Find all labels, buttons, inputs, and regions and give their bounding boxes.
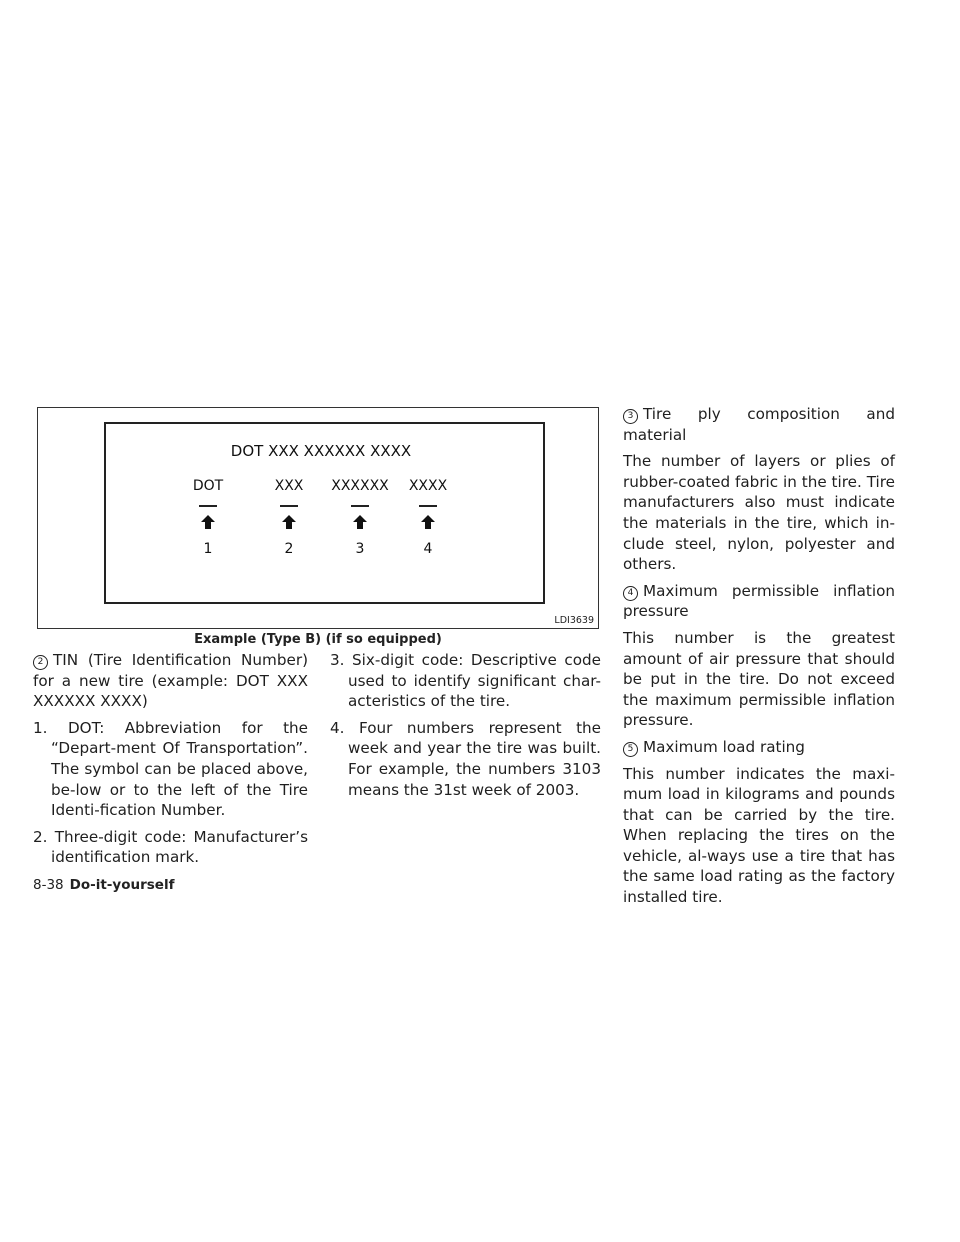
figure-code: LDI3639 — [554, 615, 594, 626]
arrow-up-icon — [421, 515, 435, 529]
section-4-heading — [623, 581, 895, 622]
circled-number: 4 — [623, 586, 638, 601]
list-item: 3. Six-digit code: Descriptive code used to identify significant char-acteristics of the tire. — [330, 651, 601, 711]
figure-full-code: DOT XXX XXXXXX XXXX — [230, 442, 412, 460]
page-footer — [33, 877, 174, 893]
circled-number: 3 — [623, 409, 638, 424]
list-item: 1. DOT: Abbreviation for the “Depart-ment Of Transportation”. The symbol can be placed above, be-low or to the left of the Tire Identi-fication Number. — [33, 718, 308, 820]
figure-number-1: 1 — [203, 541, 213, 557]
arrow-up-icon — [353, 515, 367, 529]
section-4-body: This number is the greatest amount of air pressure that should be put in the tire. Do not exceed the maximum permissible inflation pressure. — [623, 628, 895, 730]
dash-mark — [280, 505, 298, 507]
page-number: 8-38 — [33, 877, 64, 893]
middle-column — [330, 650, 601, 806]
circled-number: 5 — [623, 742, 638, 757]
arrow-up-icon — [282, 515, 296, 529]
section-heading-text: Maximum load rating — [643, 737, 805, 756]
list-item: 4. Four numbers represent the week and year the tire was built. For example, the numbers 3103 means the 31st week of 2003. — [330, 718, 601, 799]
section-heading-text: Tire ply composition and material — [623, 405, 895, 444]
figure-segment-xxxx: XXXX — [408, 478, 448, 494]
section-5-heading — [623, 737, 895, 758]
section-5-body: This number indicates the maxi-mum load in kilograms and pounds that can be carried by the tire. When replacing the tires on the vehicle, al-ways use a tire that has the same load rating as the factory installed tire. — [623, 764, 895, 907]
dash-mark — [199, 505, 217, 507]
tin-heading-text: TIN (Tire Identification Number) for a new tire (example: DOT XXX XXXXXX XXXX) — [33, 651, 308, 711]
figure-caption: Example (Type B) (if so equipped) — [194, 632, 442, 647]
figure-number-3: 3 — [355, 541, 365, 557]
figure-number-2: 2 — [284, 541, 294, 557]
tin-heading — [33, 650, 308, 712]
section-3-heading — [623, 404, 895, 445]
dash-mark — [419, 505, 437, 507]
left-column — [33, 650, 308, 874]
figure-segment-dot: DOT — [192, 478, 224, 494]
circled-number: 2 — [33, 655, 48, 670]
section-name: Do-it-yourself — [69, 877, 175, 893]
section-3-body: The number of layers or plies of rubber-coated fabric in the tire. Tire manufacturers also must indicate the materials in the tire, which in-clude steel, nylon, polyester and others. — [623, 452, 895, 574]
section-heading-text: Maximum permissible inflation pressure — [623, 581, 895, 621]
arrow-up-icon — [201, 515, 215, 529]
tire-code-figure — [37, 407, 599, 629]
figure-segment-xxx: XXX — [274, 478, 304, 494]
list-item: 2. Three-digit code: Manufacturer’s identification mark. — [33, 827, 308, 867]
figure-number-4: 4 — [423, 541, 433, 557]
right-column — [623, 404, 895, 914]
dash-mark — [351, 505, 369, 507]
figure-segment-xxxxxx: XXXXXX — [331, 478, 389, 494]
